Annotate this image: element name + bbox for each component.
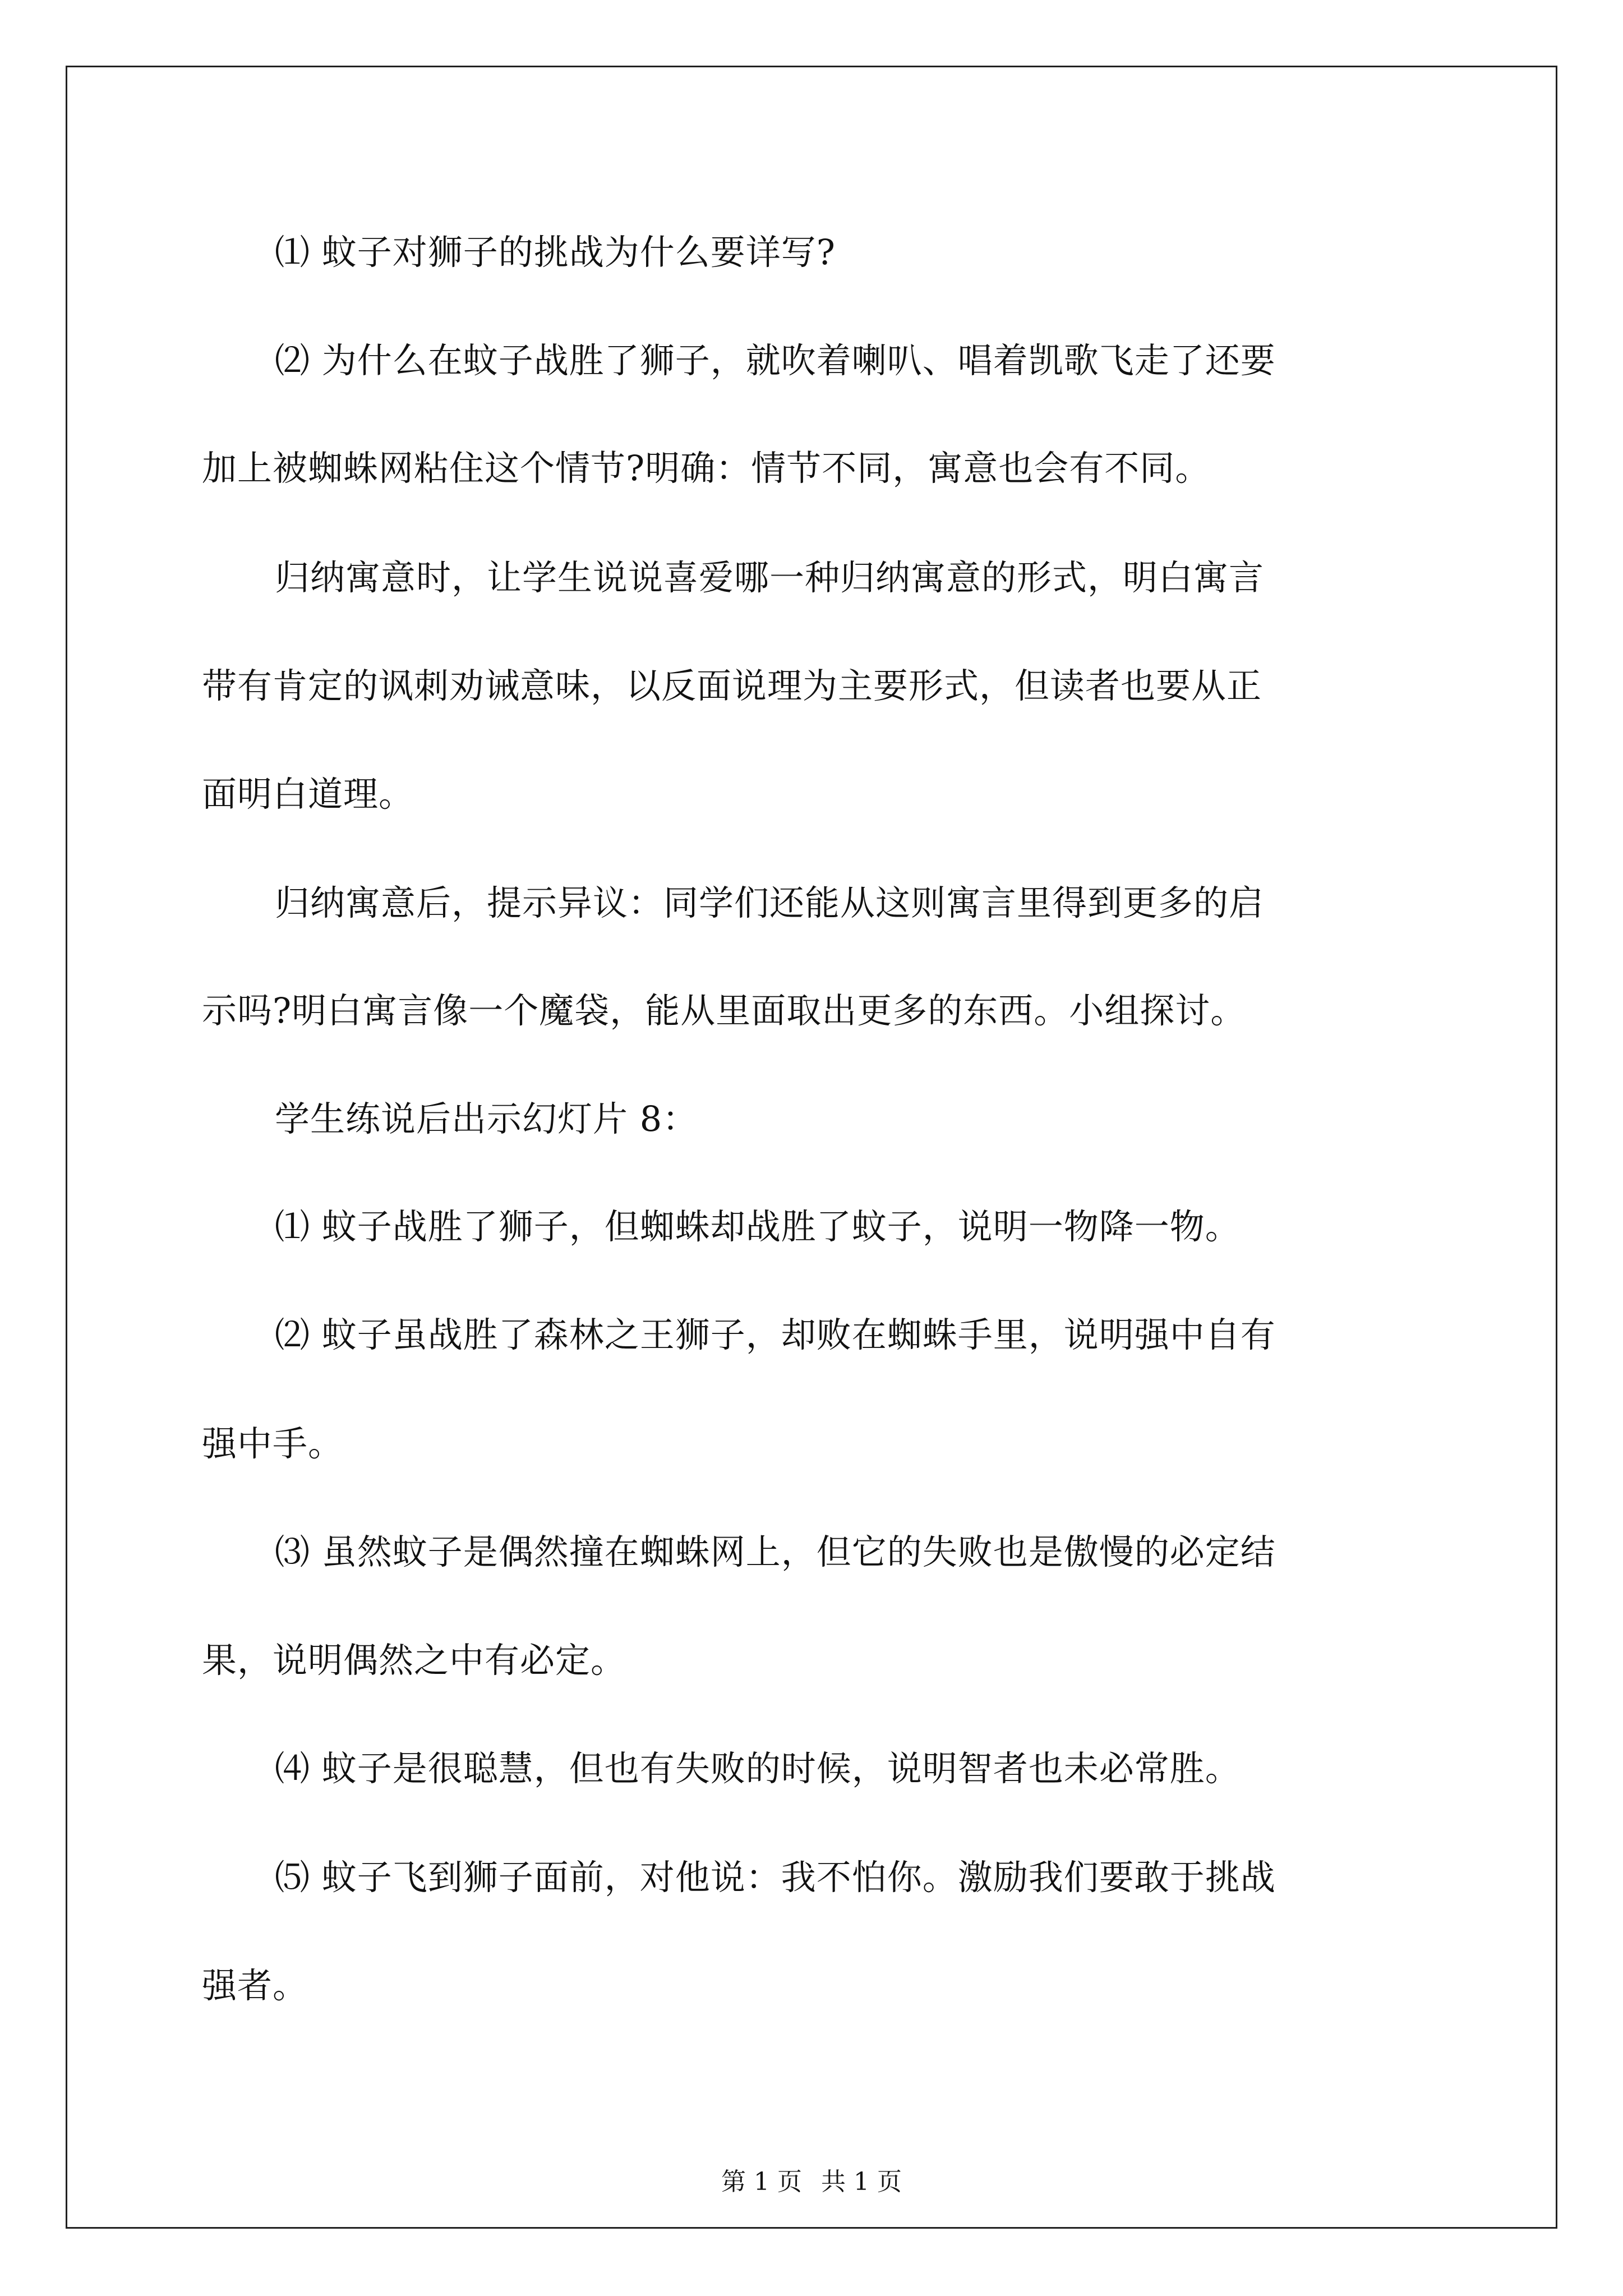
text-line-13: ⑶ 虽然蚊子是偶然撞在蜘蛛网上，但它的失败也是傲慢的必定结	[275, 1531, 1276, 1572]
text-line-15: ⑷ 蚊子是很聪慧，但也有失败的时候，说明智者也未必常胜。	[275, 1748, 1241, 1789]
text-line-14: 果，说明偶然之中有必定。	[202, 1640, 626, 1681]
page-footer	[0, 2166, 1623, 2198]
text-line-9: 学生练说后出示幻灯片 8：	[275, 1098, 698, 1139]
text-line-12: 强中手。	[202, 1423, 344, 1464]
text-line-2: ⑵ 为什么在蚊子战胜了狮子，就吹着喇叭、唱着凯歌飞走了还要	[275, 340, 1276, 381]
text-line-1: ⑴ 蚊子对狮子的挑战为什么要详写?	[275, 232, 836, 273]
text-line-10: ⑴ 蚊子战胜了狮子，但蜘蛛却战胜了蚊子，说明一物降一物。	[275, 1206, 1241, 1247]
page-number: 第 1 页	[721, 2168, 802, 2196]
text-line-16: ⑸ 蚊子飞到狮子面前，对他说：我不怕你。激励我们要敢于挑战	[275, 1857, 1276, 1898]
text-line-4: 归纳寓意时，让学生说说喜爱哪一种归纳寓意的形式，明白寓言	[275, 557, 1265, 598]
text-line-3: 加上被蜘蛛网粘住这个情节?明确：情节不同，寓意也会有不同。	[202, 448, 1211, 489]
text-line-17: 强者。	[202, 1965, 308, 2006]
text-line-11: ⑵ 蚊子虽战胜了森林之王狮子，却败在蜘蛛手里，说明强中自有	[275, 1314, 1276, 1355]
page-border	[66, 66, 1557, 2229]
text-line-7: 归纳寓意后，提示异议：同学们还能从这则寓言里得到更多的启	[275, 882, 1265, 923]
text-line-5: 带有肯定的讽刺劝诫意味，以反面说理为主要形式，但读者也要从正	[202, 665, 1262, 706]
text-line-6: 面明白道理。	[202, 774, 414, 815]
page-total: 共 1 页	[821, 2168, 902, 2196]
text-line-8: 示吗?明白寓言像一个魔袋，能从里面取出更多的东西。小组探讨。	[202, 990, 1246, 1031]
